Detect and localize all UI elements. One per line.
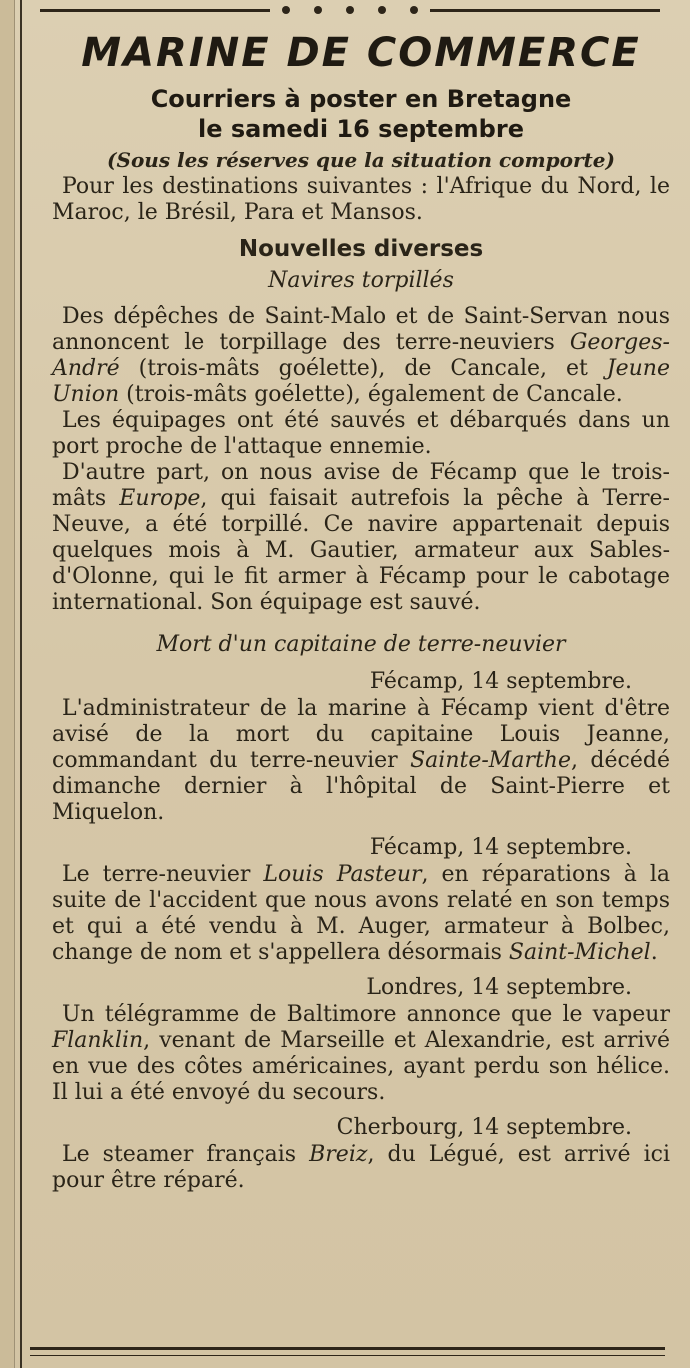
- ship-name: Breiz: [309, 1142, 368, 1167]
- ship-name: Sainte-Marthe: [410, 748, 571, 773]
- article2-title: Mort d'un capitaine de terre-neuvier: [156, 632, 566, 657]
- article1-title: Navires torpillés: [268, 268, 454, 293]
- article3-dateline: Fécamp, 14 septembre.: [369, 835, 632, 860]
- article4-paragraph: Un télégramme de Baltimore annonce que le vapeur Flanklin, venant de Marseille et Alexandrie, est arrivé en vue des côtes américaines, ayant perdu son hélice. Il lui a été envoyé du secours.: [52, 1002, 670, 1105]
- adjacent-column-edge: [0, 0, 15, 1368]
- article2-dateline: Fécamp, 14 septembre.: [369, 669, 632, 694]
- article3-paragraph: Le terre-neuvier Louis Pasteur, en réparations à la suite de l'accident que nous avons relaté en son temps et qui a été vendu à M. Auger, armateur à Bolbec, change de nom et s'appellera désormais Saint-Michel.: [52, 862, 670, 965]
- article4-dateline: Londres, 14 septembre.: [366, 975, 632, 1000]
- mail-heading-line1: Courriers à poster en Bretagne: [150, 85, 572, 113]
- column-rule: [20, 0, 22, 1368]
- ship-name: Georges-André: [52, 330, 670, 381]
- ship-name: Jeune Union: [52, 356, 670, 407]
- bottom-rule: [30, 1347, 665, 1356]
- article1-paragraph-3: D'autre part, on nous avise de Fécamp que le trois-mâts Europe, qui faisait autrefois la pêche à Terre-Neuve, a été torpillé. Ce navire appartenait depuis quelques mois à M. Gautier, armateur aux Sables-d'Olonne, qui le fit armer à Fécamp pour le cabotage international. Son équipage est sauvé.: [52, 460, 670, 615]
- page-title: MARINE DE COMMERCE: [81, 30, 641, 76]
- mail-destinations: Pour les destinations suivantes : l'Afrique du Nord, le Maroc, le Brésil, Para et Mansos.: [52, 174, 670, 225]
- top-ornamental-rule: [40, 7, 660, 13]
- article1-paragraph-2: Les équipages ont été sauvés et débarqués dans un port proche de l'attaque ennemie.: [52, 408, 670, 459]
- article-column: [52, 22, 670, 1194]
- article5-dateline: Cherbourg, 14 septembre.: [336, 1115, 632, 1140]
- ship-name: Europe: [119, 486, 201, 511]
- rule-ornament: [270, 6, 430, 14]
- article5-paragraph: Le steamer français Breiz, du Légué, est arrivé ici pour être réparé.: [52, 1142, 670, 1193]
- article2-paragraph: L'administrateur de la marine à Fécamp vient d'être avisé de la mort du capitaine Louis Jeanne, commandant du terre-neuvier Sainte-Marthe, décédé dimanche dernier à l'hôpital de Saint-Pierre et Miquelon.: [52, 696, 670, 825]
- ship-name: Saint-Michel: [508, 940, 651, 965]
- section-title: Nouvelles diverses: [238, 236, 484, 262]
- ship-name: Flanklin: [52, 1028, 144, 1053]
- mail-heading-line2: le samedi 16 septembre: [198, 115, 524, 143]
- article1-paragraph-1: Des dépêches de Saint-Malo et de Saint-Servan nous annoncent le torpillage des terre-neuviers Georges-André (trois-mâts goélette), de Cancale, et Jeune Union (trois-mâts goélette), également de Cancale.: [52, 304, 670, 407]
- ship-name: Louis Pasteur: [263, 862, 422, 887]
- mail-note: (Sous les réserves que la situation comporte): [107, 148, 615, 172]
